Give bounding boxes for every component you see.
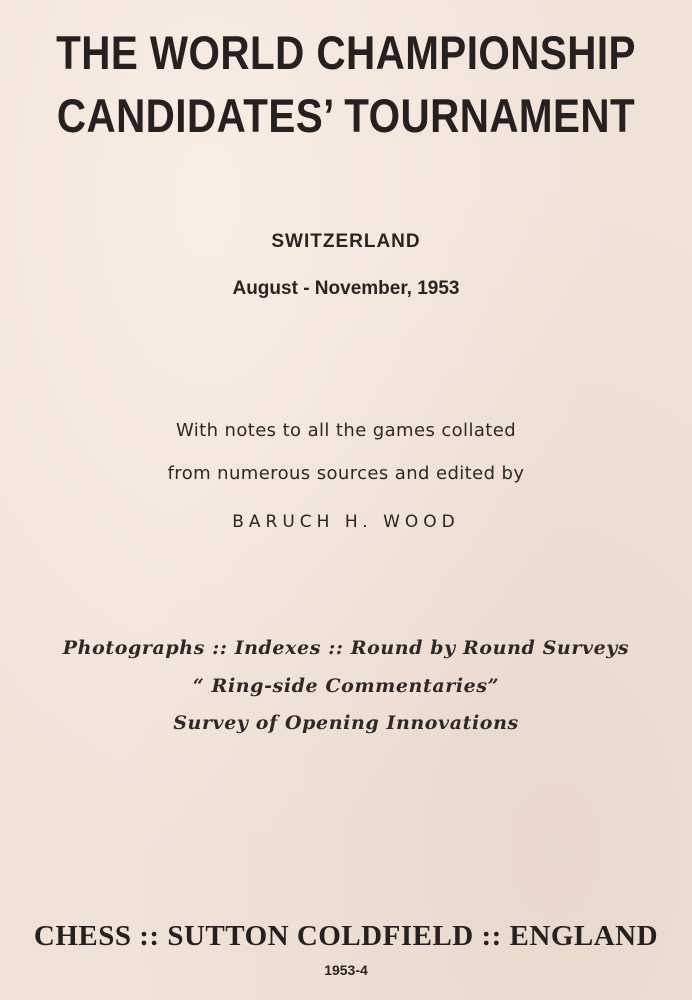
publication-year: 1953-4 — [324, 962, 368, 978]
editor-name: BARUCH H. WOOD — [232, 512, 460, 532]
features-line-3: Survey of Opening Innovations — [173, 712, 519, 734]
publisher-line: CHESS :: SUTTON COLDFIELD :: ENGLAND — [33, 920, 659, 952]
location: SWITZERLAND — [271, 231, 421, 252]
notes-line-1: With notes to all the games collated — [175, 420, 517, 441]
features-line-2: “ Ring-side Commentaries” — [192, 675, 500, 697]
title-line-1: THE WORLD CHAMPIONSHIP — [56, 26, 636, 79]
tournament-dates: August - November, 1953 — [232, 278, 460, 299]
notes-line-2: from numerous sources and edited by — [167, 463, 525, 484]
features-line-1: Photographs :: Indexes :: Round by Round Surveys — [62, 637, 630, 659]
title-line-2: CANDIDATES’ TOURNAMENT — [56, 89, 636, 142]
